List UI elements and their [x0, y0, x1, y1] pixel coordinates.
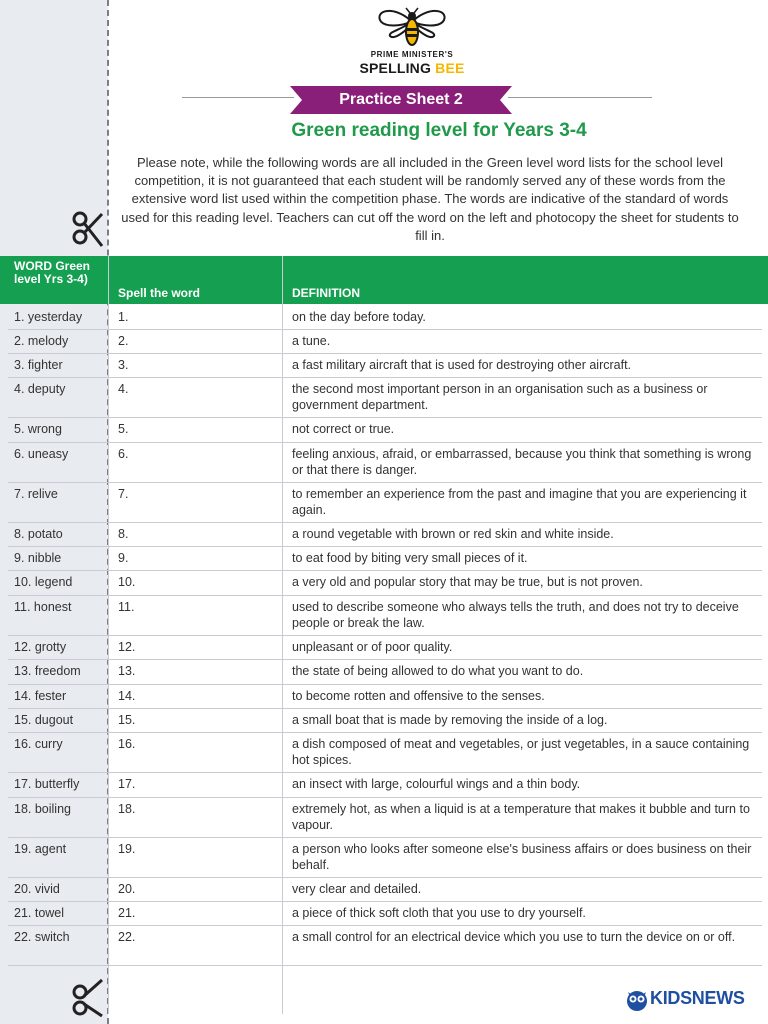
definition-cell: an insect with large, colourful wings and a thin body. [292, 777, 581, 791]
header-definition: DEFINITION [292, 286, 360, 300]
word-cell: 17. butterfly [14, 777, 80, 791]
word-cell: 5. wrong [14, 422, 62, 436]
word-cell: 10. legend [14, 575, 73, 589]
table-row [0, 709, 768, 733]
table-row [0, 547, 768, 571]
word-cell: 13. freedom [14, 664, 81, 678]
table-row [0, 330, 768, 354]
table-row [0, 926, 768, 966]
word-cell: 3. fighter [14, 358, 63, 372]
table-row [0, 443, 768, 483]
spell-cell: 4. [118, 382, 129, 396]
word-cell: 15. dugout [14, 713, 74, 727]
word-cell: 11. honest [14, 600, 72, 614]
definition-cell: a tune. [292, 334, 331, 348]
table-row [0, 902, 768, 926]
spell-cell: 14. [118, 689, 136, 703]
spelling-bee-logo [352, 6, 472, 78]
scissors-icon [72, 210, 106, 254]
spell-cell: 5. [118, 422, 129, 436]
intro-paragraph: Please note, while the following words are all included in the Green level word lists for the school level competition, it is not guaranteed that each student will be randomly served any of these words from the extensive word list used within the competition phase. The words are indicative of the standard of words used for this reading level. Teachers can cut off the word on the left and photocopy the sheet for students to fill in. [121, 155, 739, 243]
scissors-icon [72, 974, 106, 1018]
header-spell: Spell the word [118, 286, 201, 300]
logo-text-bottom [352, 60, 472, 76]
spell-cell: 22. [118, 930, 136, 944]
bee-icon [374, 6, 450, 48]
definition-cell: a round vegetable with brown or red skin and white inside. [292, 527, 614, 541]
spell-cell: 2. [118, 334, 129, 348]
word-cell: 6. uneasy [14, 447, 69, 461]
word-cell: 20. vivid [14, 882, 60, 896]
spell-cell: 15. [118, 713, 136, 727]
word-cell: 1. yesterday [14, 310, 83, 324]
page-subtitle: Green reading level for Years 3-4 [291, 120, 587, 141]
table-row [0, 773, 768, 798]
table-row [0, 733, 768, 773]
word-cell: 21. towel [14, 906, 65, 920]
table-row [0, 878, 768, 902]
logo-text-top: PRIME MINISTER'S [370, 50, 454, 59]
word-cell: 4. deputy [14, 382, 66, 396]
page-title: Practice Sheet 2 [339, 91, 463, 108]
definition-cell: on the day before today. [292, 310, 426, 324]
spell-cell: 1. [118, 310, 129, 324]
word-cell: 19. agent [14, 842, 67, 856]
table-row [0, 378, 768, 418]
definition-cell: a piece of thick soft cloth that you use to dry yourself. [292, 906, 586, 920]
spell-cell: 13. [118, 664, 136, 678]
table-row [0, 306, 768, 330]
spell-cell: 6. [118, 447, 129, 461]
spell-cell: 7. [118, 487, 129, 501]
definition-cell: not correct or true. [292, 422, 395, 436]
word-cell: 9. nibble [14, 551, 62, 565]
spell-cell: 20. [118, 882, 136, 896]
table-row [0, 571, 768, 596]
definition-cell: a small boat that is made by removing the inside of a log. [292, 713, 608, 727]
row-divider [8, 965, 762, 966]
definition-cell: to eat food by biting very small pieces of it. [292, 551, 528, 565]
table-header [0, 256, 768, 304]
spell-cell: 19. [118, 842, 136, 856]
definition-cell: a fast military aircraft that is used for destroying other aircraft. [292, 358, 632, 372]
table-row [0, 838, 768, 878]
word-cell: 22. switch [14, 930, 70, 944]
spell-cell: 17. [118, 777, 136, 791]
definition-cell: the second most important person in an organisation such as a business or government department. [292, 382, 708, 412]
definition-cell: used to describe someone who always tells the truth, and does not try to deceive people or break the law. [292, 600, 739, 630]
definition-cell: the state of being allowed to do what you want to do. [292, 664, 584, 678]
table-row [0, 354, 768, 378]
definition-cell: a very old and popular story that may be true, but is not proven. [292, 575, 643, 589]
definition-cell: unpleasant or of poor quality. [292, 640, 453, 654]
table-row [0, 483, 768, 523]
word-cell: 16. curry [14, 737, 63, 751]
spell-cell: 9. [118, 551, 129, 565]
definition-cell: very clear and detailed. [292, 882, 422, 896]
word-cell: 8. potato [14, 527, 63, 541]
spell-cell: 18. [118, 802, 136, 816]
title-rule-right [508, 97, 652, 98]
spell-cell: 16. [118, 737, 136, 751]
word-cell: 12. grotty [14, 640, 67, 654]
table-row [0, 798, 768, 838]
definition-cell: extremely hot, as when a liquid is at a temperature that makes it bubble and turn to vapour. [292, 802, 750, 832]
spell-cell: 3. [118, 358, 129, 372]
word-cell: 14. fester [14, 689, 67, 703]
definition-cell: to become rotten and offensive to the senses. [292, 689, 545, 703]
logo-word-spelling: SPELLING [359, 60, 436, 76]
spell-cell: 8. [118, 527, 129, 541]
definition-cell: a small control for an electrical device which you use to turn the device on or off. [292, 930, 736, 944]
spell-cell: 21. [118, 906, 136, 920]
table-row [0, 523, 768, 547]
table-row [0, 596, 768, 636]
definition-cell: a person who looks after someone else's business affairs or does business on their behalf. [292, 842, 752, 872]
owl-icon [626, 988, 648, 1012]
spell-cell: 11. [118, 600, 135, 614]
word-cell: 2. melody [14, 334, 69, 348]
kidsnews-logo: KIDSNEWS [650, 988, 745, 1008]
definition-cell: to remember an experience from the past and imagine that you are experiencing it again. [292, 487, 747, 517]
logo-word-bee: BEE [435, 60, 465, 76]
table-row [0, 418, 768, 443]
spell-cell: 12. [118, 640, 136, 654]
title-rule-left [182, 97, 294, 98]
spell-cell: 10. [118, 575, 136, 589]
table-row [0, 636, 768, 660]
word-cell: 7. relive [14, 487, 58, 501]
definition-cell: a dish composed of meat and vegetables, or just vegetables, in a sauce containing hot spices. [292, 737, 750, 767]
header-word: WORD Green level Yrs 3-4) [14, 259, 91, 286]
table-row [0, 685, 768, 709]
definition-cell: feeling anxious, afraid, or embarrassed, because you think that something is wrong or that there is danger. [292, 447, 752, 477]
table-row [0, 660, 768, 685]
word-cell: 18. boiling [14, 802, 71, 816]
